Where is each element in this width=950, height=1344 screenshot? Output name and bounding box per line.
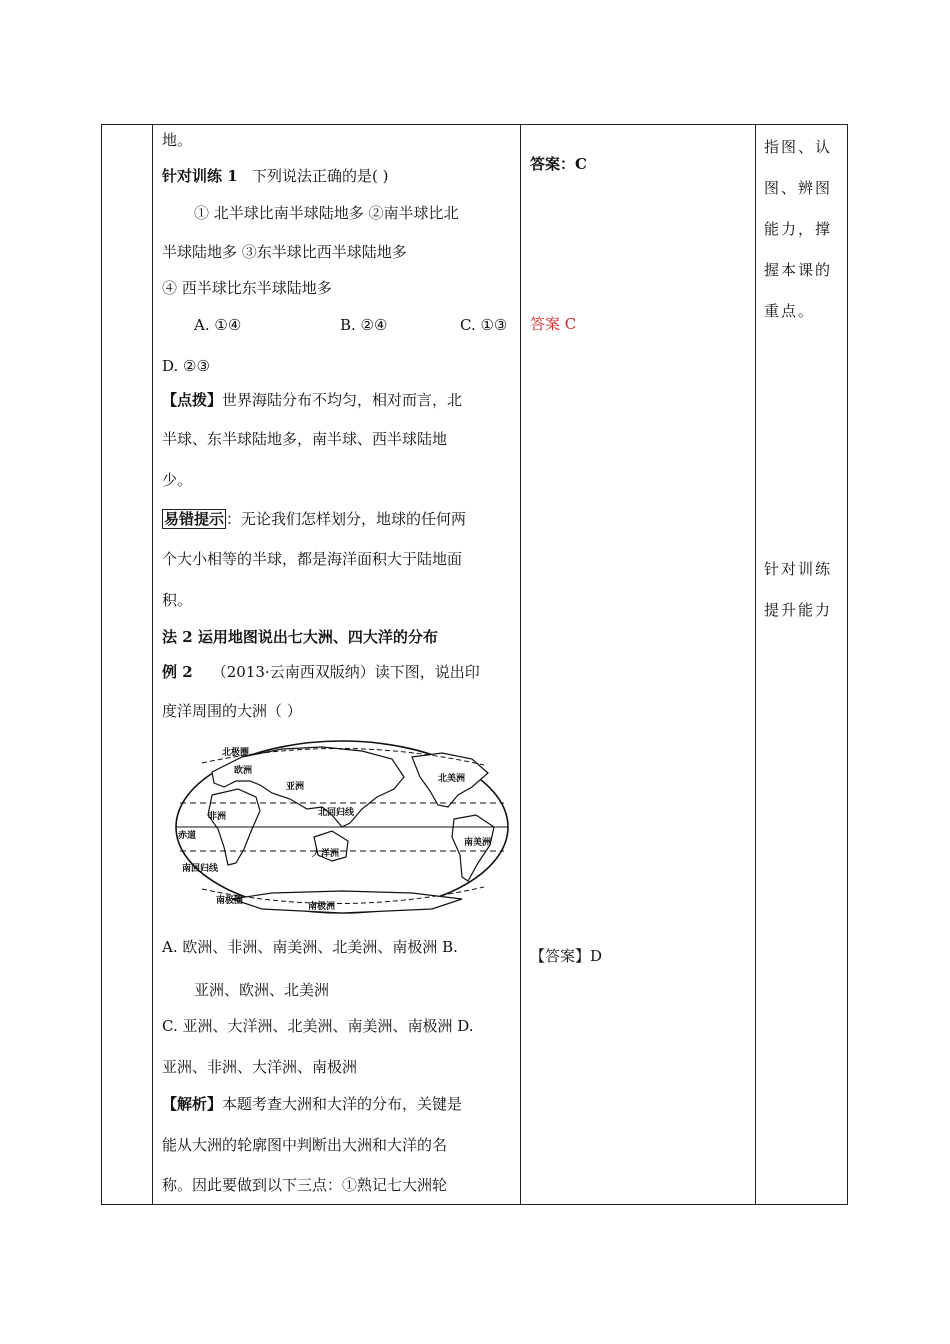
label-africa: 非洲 <box>208 812 227 822</box>
column-divider <box>520 125 521 1204</box>
example-text: （2013·云南西双版纳）读下图，说出印 <box>211 663 480 681</box>
analysis-line <box>162 1094 462 1114</box>
answer-option: A. 欧洲、非洲、南美洲、北美洲、南极洲 B. <box>162 938 458 956</box>
warning-line: 积。 <box>162 591 193 609</box>
analysis-line: 能从大洲的轮廓图中判断出大洲和大洋的名 <box>162 1136 448 1154</box>
answer-option: 亚洲、欧洲、北美洲 <box>194 981 330 999</box>
antarctica-shape <box>232 891 462 913</box>
example-label: 例 2 <box>162 663 193 681</box>
drill-label: 针对训练 1 <box>162 167 238 185</box>
world-map <box>172 737 512 917</box>
warning-line: 个大小相等的半球，都是海洋面积大于陆地面 <box>162 550 463 568</box>
label-antarctic-circle: 南极圈 <box>216 896 244 906</box>
answer-option: 亚洲、非洲、大洋洲、南极洲 <box>162 1058 358 1076</box>
answer-2: 答案 C <box>530 315 577 333</box>
drill-question <box>162 166 388 186</box>
example-line <box>162 662 480 682</box>
tip-line <box>162 390 462 410</box>
analysis-label: 【解析】 <box>162 1095 223 1113</box>
label-antarctica: 南极洲 <box>308 902 336 912</box>
choice-c: C. ①③ <box>460 316 508 334</box>
method-heading: 法 2 运用地图说出七大洲、四大洋的分布 <box>162 628 438 646</box>
warning-label: 易错提示 <box>164 510 225 528</box>
label-oceania: 大洋洲 <box>312 849 340 859</box>
column-divider <box>755 125 756 1204</box>
answer-3: 【答案】D <box>530 947 603 965</box>
option-line: 半球陆地多 ③东半球比西半球陆地多 <box>162 243 407 261</box>
label-asia: 亚洲 <box>286 782 305 792</box>
analysis-text: 本题考查大洲和大洋的分布，关键是 <box>222 1095 463 1113</box>
lesson-table <box>101 124 848 1205</box>
choice-a: A. ①④ <box>194 316 242 334</box>
tip-line: 半球、东半球陆地多，南半球、西半球陆地 <box>162 430 448 448</box>
choice-b: B. ②④ <box>340 316 388 334</box>
answer-1: 答案：C <box>530 155 587 173</box>
example-line: 度洋周围的大洲（ ） <box>162 702 302 720</box>
option-line: ④ 西半球比东半球陆地多 <box>162 279 332 297</box>
analysis-line: 称。因此要做到以下三点：①熟记七大洲轮 <box>162 1176 448 1194</box>
label-europe: 欧洲 <box>234 766 253 776</box>
column-divider <box>152 125 153 1204</box>
warning-line <box>162 509 466 529</box>
side-note-2: 针对训练提升能力 <box>764 560 833 619</box>
label-tropic-north: 北回归线 <box>318 808 355 818</box>
tip-label: 【点拨】 <box>162 391 223 409</box>
tip-text: 世界海陆分布不均匀，相对而言，北 <box>222 391 463 409</box>
answer-option: C. 亚洲、大洋洲、北美洲、南美洲、南极洲 D. <box>162 1017 474 1035</box>
drill-text: 下列说法正确的是( ) <box>251 167 389 185</box>
option-line: ① 北半球比南半球陆地多 ②南半球比北 <box>194 204 459 222</box>
label-arctic: 北极圈 <box>222 748 250 758</box>
label-equator: 赤道 <box>178 831 197 841</box>
label-south-america: 南美洲 <box>464 838 492 848</box>
label-tropic-south: 南回归线 <box>182 864 219 874</box>
choice-d: D. ②③ <box>162 357 210 375</box>
warning-text: ：无论我们怎样划分，地球的任何两 <box>226 510 467 528</box>
side-note-1: 指图、认图、辨图能力，撑握本课的重点。 <box>764 138 833 320</box>
tip-line: 少。 <box>162 471 193 489</box>
text-line: 地。 <box>162 131 193 149</box>
label-north-america: 北美洲 <box>438 774 466 784</box>
